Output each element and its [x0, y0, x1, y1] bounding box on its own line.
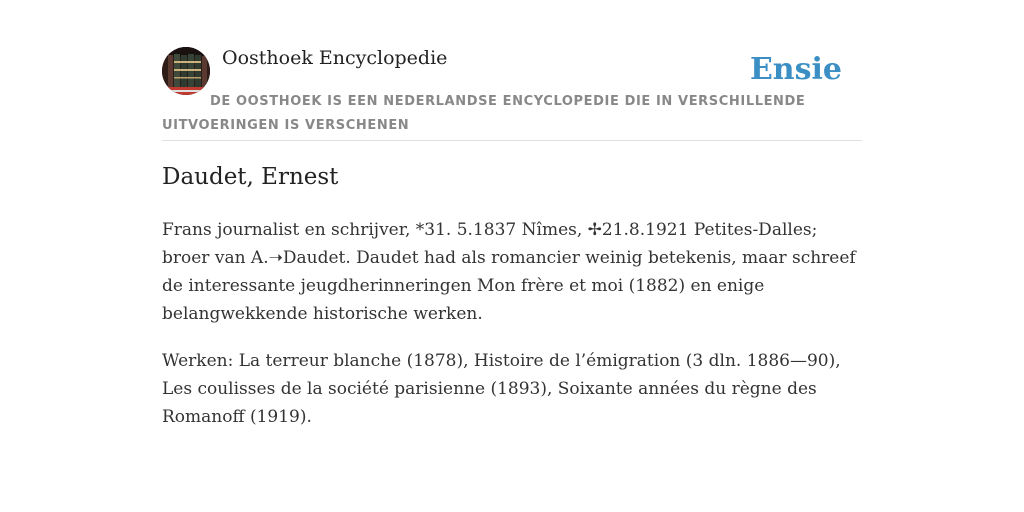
- site-header: [162, 0, 862, 141]
- article-body: [162, 216, 862, 450]
- article-title: Daudet, Ernest: [162, 164, 339, 190]
- article-paragraph: Frans journalist en schrijver, *31. 5.1837 Nîmes, ✢21.8.1921 Petites-Dalles; broer van A.➝Daudet. Daudet had als romancier weinig betekenis, maar schreef de interessante jeugdherinneringen Mon frère et moi (1882) en enige belangwekkende historische werken.: [162, 220, 856, 324]
- site-tagline: DE OOSTHOEK IS EEN NEDERLANDSE ENCYCLOPEDIE DIE IN VERSCHILLENDE UITVOERINGEN IS VERSCHENEN: [162, 94, 806, 133]
- site-name[interactable]: Oosthoek Encyclopedie: [222, 47, 448, 69]
- page-container: [162, 0, 862, 427]
- brand-logo[interactable]: Ensie: [749, 52, 842, 87]
- encyclopedia-books-icon[interactable]: [162, 47, 210, 95]
- article-paragraph: Werken: La terreur blanche (1878), Histoire de l’émigration (3 dln. 1886—90), Les coulisses de la société parisienne (1893), Soixante années du règne des Romanoff (1919).: [162, 351, 841, 427]
